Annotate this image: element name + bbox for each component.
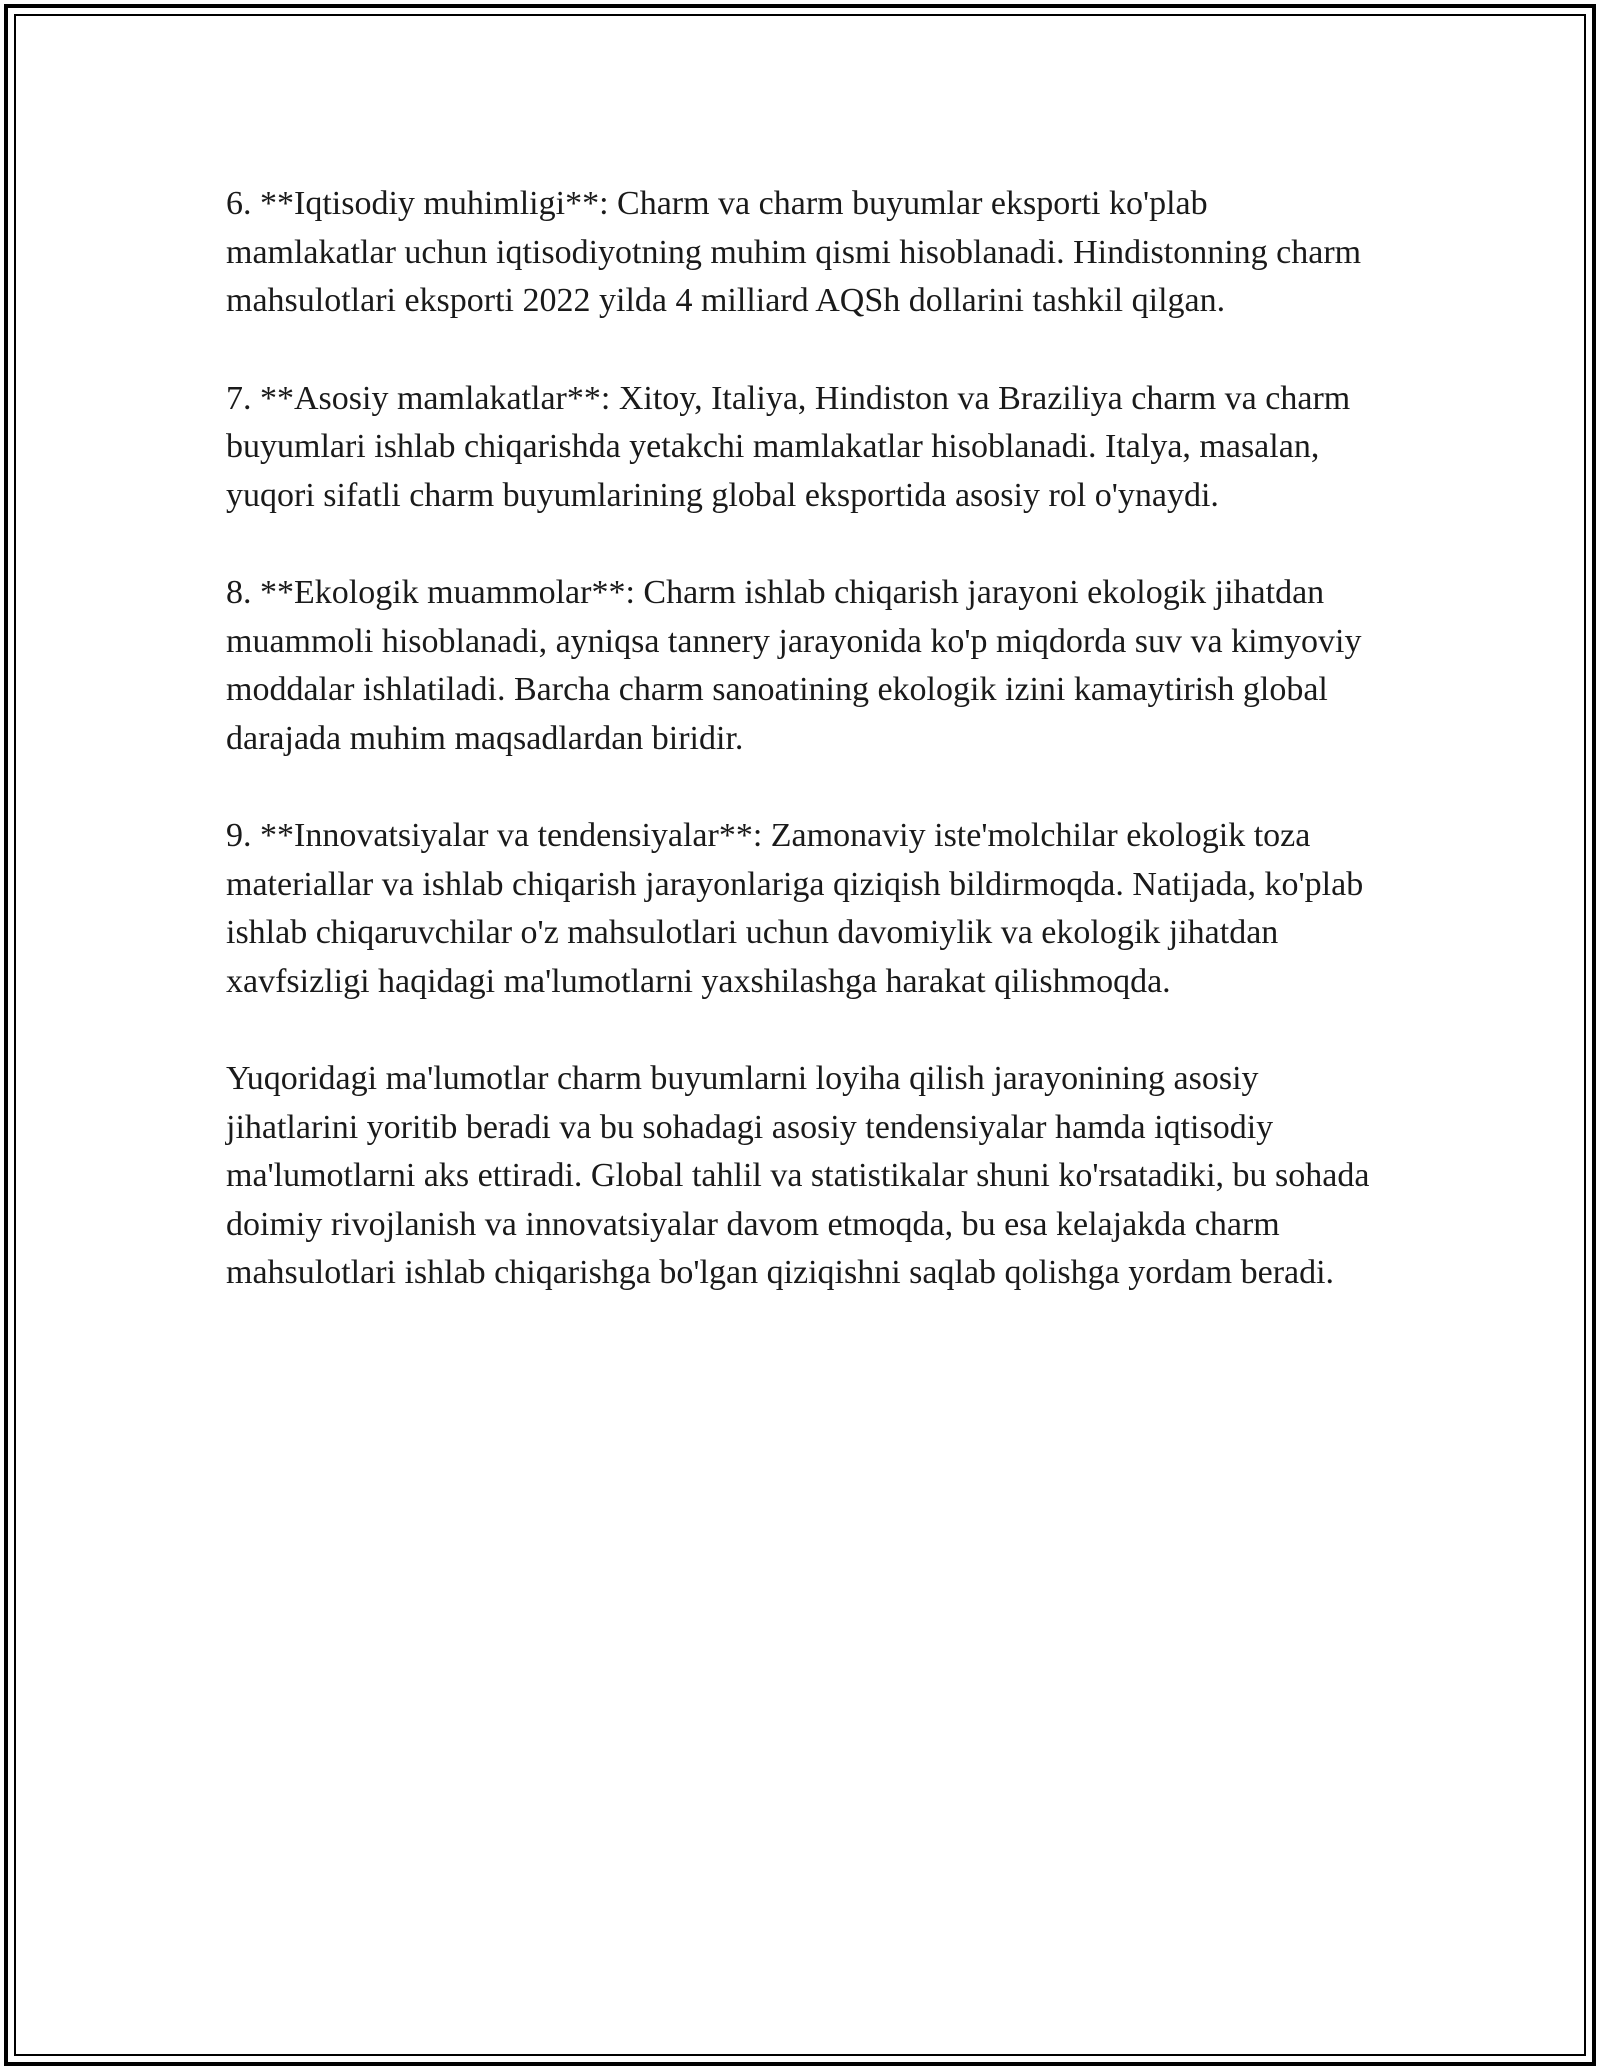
paragraph-conclusion: Yuqoridagi ma'lumotlar charm buyumlarni loyiha qilish jarayonining asosiy jihatlarini yoritib beradi va bu sohadagi asosiy tendensiyalar hamda iqtisodiy ma'lumotlarni aks ettiradi. Global tahlil va statistikalar shuni ko'rsatadiki, bu sohada doimiy rivojlanish va innovatsiyalar davom etmoqda, bu esa kelajakda charm mahsulotlari ishlab chiqarishga bo'lgan qiziqishni saqlab qolishga yordam beradi. xyxy=(226,1060,1370,1291)
document-body xyxy=(226,180,1386,1347)
paragraph-ecological-problems: 8. **Ekologik muammolar**: Charm ishlab chiqarish jarayoni ekologik jihatdan muammoli hisoblanadi, ayniqsa tannery jarayonida ko'p miqdorda suv va kimyoviy moddalar ishlatiladi. Barcha charm sanoatining ekologik izini kamaytirish global darajada muhim maqsadlardan biridir. xyxy=(226,574,1362,757)
paragraph-main-countries: 7. **Asosiy mamlakatlar**: Xitoy, Italiya, Hindiston va Braziliya charm va charm buyumlari ishlab chiqarishda yetakchi mamlakatlar hisoblanadi. Italya, masalan, yuqori sifatli charm buyumlarining global eksportida asosiy rol o'ynaydi. xyxy=(226,379,1351,514)
paragraph-economic-importance: 6. **Iqtisodiy muhimligi**: Charm va charm buyumlar eksporti ko'plab mamlakatlar uchun iqtisodiyotning muhim qismi hisoblanadi. Hindistonning charm mahsulotlari eksporti 2022 yilda 4 milliard AQSh dollarini tashkil qilgan. xyxy=(226,185,1362,319)
paragraph-innovations-trends: 9. **Innovatsiyalar va tendensiyalar**: Zamonaviy iste'molchilar ekologik toza materiallar va ishlab chiqarish jarayonlariga qiziqish bildirmoqda. Natijada, ko'plab ishlab chiqaruvchilar o'z mahsulotlari uchun davomiylik va ekologik jihatdan xavfsizligi haqidagi ma'lumotlarni yaxshilashga harakat qilishmoqda. xyxy=(226,817,1364,1000)
